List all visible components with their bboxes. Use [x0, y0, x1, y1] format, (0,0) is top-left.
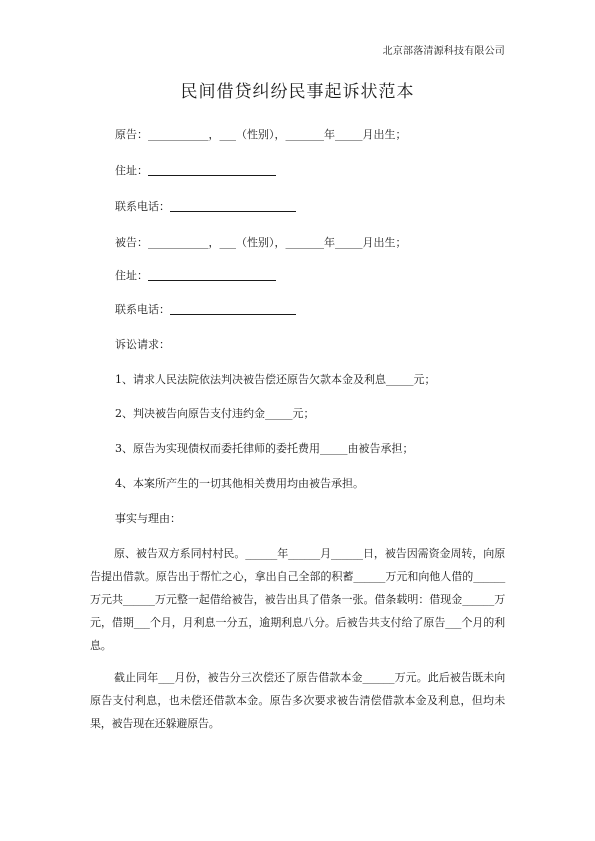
company-name: 北京部落清源科技有限公司	[382, 46, 505, 57]
facts-heading: 事实与理由：	[115, 512, 181, 525]
document-title: 民间借贷纠纷民事起诉状范本	[180, 82, 415, 102]
claims-heading: 诉讼请求：	[115, 338, 170, 351]
claim-item: 3、原告为实现债权而委托律师的委托费用_____由被告承担；	[115, 442, 414, 455]
defendant-line: 被告：___________，___（性别），_______年_____月出生；	[115, 236, 407, 249]
claim-item: 4、本案所产生的一切其他相关费用均由被告承担。	[115, 477, 364, 490]
claim-item: 1、请求人民法院依法判决被告偿还原告欠款本金及利息_____元；	[115, 373, 436, 386]
plaintiff-phone	[115, 200, 296, 214]
claim-item: 2、判决被告向原告支付违约金_____元；	[115, 407, 315, 420]
defendant-address	[115, 269, 276, 283]
facts-paragraph: 原、被告双方系同村村民。______年______月______日，被告因需资金周转，向原告提出借款。原告出于帮忙之心，拿出自己全部的积蓄______万元和向他人借的______万元共______万元整一起借给被告，被告出具了借条一张。借条载明：借现金______万元，借期___个月，月利息一分五，逾期利息八分。后被告共支付给了原告___个月的利息。	[90, 547, 505, 652]
defendant-address-label: 住址：	[115, 269, 148, 282]
plaintiff-address-label: 住址：	[115, 164, 148, 177]
plaintiff-phone-blank	[170, 200, 296, 212]
plaintiff-address-blank	[148, 164, 276, 176]
plaintiff-line: 原告：___________，___（性别），_______年_____月出生；	[115, 128, 407, 141]
plaintiff-address	[115, 164, 276, 178]
defendant-address-blank	[148, 269, 276, 281]
plaintiff-phone-label: 联系电话：	[115, 200, 170, 213]
defendant-phone-label: 联系电话：	[115, 303, 170, 316]
defendant-phone-blank	[170, 303, 296, 315]
defendant-phone	[115, 303, 296, 317]
facts-paragraph: 截止同年___月份，被告分三次偿还了原告借款本金______万元。此后被告既未向原告支付利息，也未偿还借款本金。原告多次要求被告清偿借款本金及利息，但均未果，被告现在还躲避原告。	[90, 671, 505, 730]
